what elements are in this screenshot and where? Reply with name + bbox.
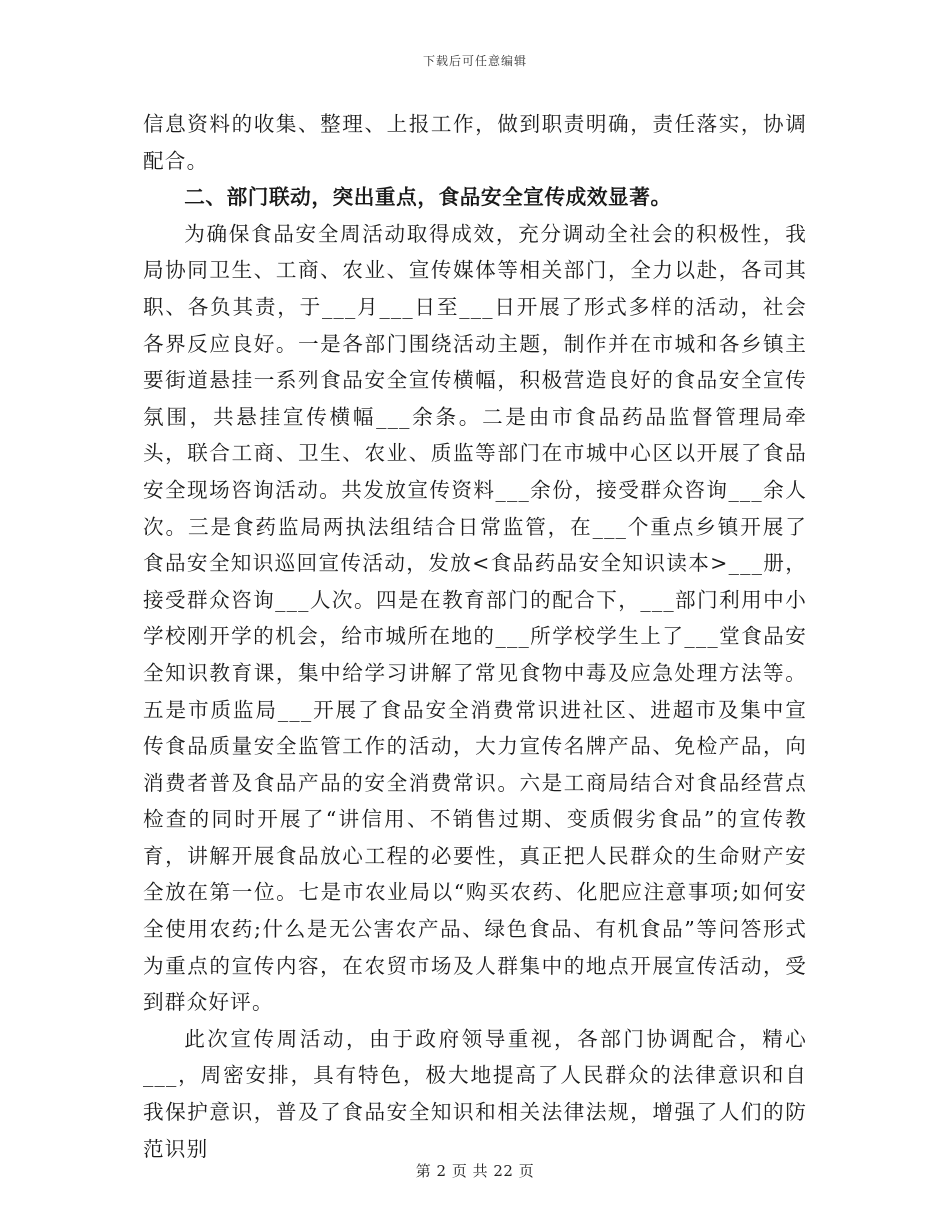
section-heading: 二、部门联动，突出重点，食品安全宣传成效显著。 [184,185,672,210]
paragraph-activities: 为确保食品安全周活动取得成效，充分调动全社会的积极性，我局协同卫生、工商、农业、宣传媒体等相关部门，全力以赴，各司其职、各负其责，于___月___日至___日开展了形式多样的活动，社会各界反应良好。一是各部门围绕活动主题，制作并在市城和各乡镇主要街道悬挂一系列食品安全宣传横幅，积极营造良好的食品安全宣传氛围，共悬挂宣传横幅___余条。二是由市食品药品监督管理局牵头，联合工商、卫生、农业、质监等部门在市城中心区以开展了食品安全现场咨询活动。共发放宣传资料___余份，接受群众咨询___余人次。三是食药监局两执法组结合日常监管，在___个重点乡镇开展了食品安全知识巡回宣传活动，发放<食品药品安全知识读本>___册，接受群众咨询___人次。四是在教育部门的配合下，___部门利用中小学校刚开学的机会，给市城所在地的___所学校学生上了___堂食品安全知识教育课，集中给学习讲解了常见食物中毒及应急处理方法等。五是市质监局___开展了食品安全消费常识进社区、进超市及集中宣传食品质量安全监管工作的活动，大力宣传名牌产品、免检产品，向消费者普及食品产品的安全消费常识。六是工商局结合对食品经营点检查的同时开展了“讲信用、不销售过期、变质假劣食品”的宣传教育，讲解开展食品放心工程的必要性，真正把人民群众的生命财产安全放在第一位。七是市农业局以“购买农药、化肥应注意事项;如何安全使用农药;什么是无公害农产品、绿色食品、有机食品”等问答形式为重点的宣传内容，在农贸市场及人群集中的地点开展宣传活动，受到群众好评。 [143,221,807,1015]
document-body [143,106,807,1167]
paragraph-summary: 此次宣传周活动，由于政府领导重视，各部门协调配合，精心___，周密安排，具有特色，极大地提高了人民群众的法律意识和自我保护意识，普及了食品安全知识和相关法律法规，增强了人们的防范识别 [143,1026,807,1161]
paragraph-continuation: 信息资料的收集、整理、上报工作，做到职责明确，责任落实，协调配合。 [143,112,807,173]
page-header: 下载后可任意编辑 [422,54,527,68]
page-number: 第 2 页 共 22 页 [415,1162,535,1180]
